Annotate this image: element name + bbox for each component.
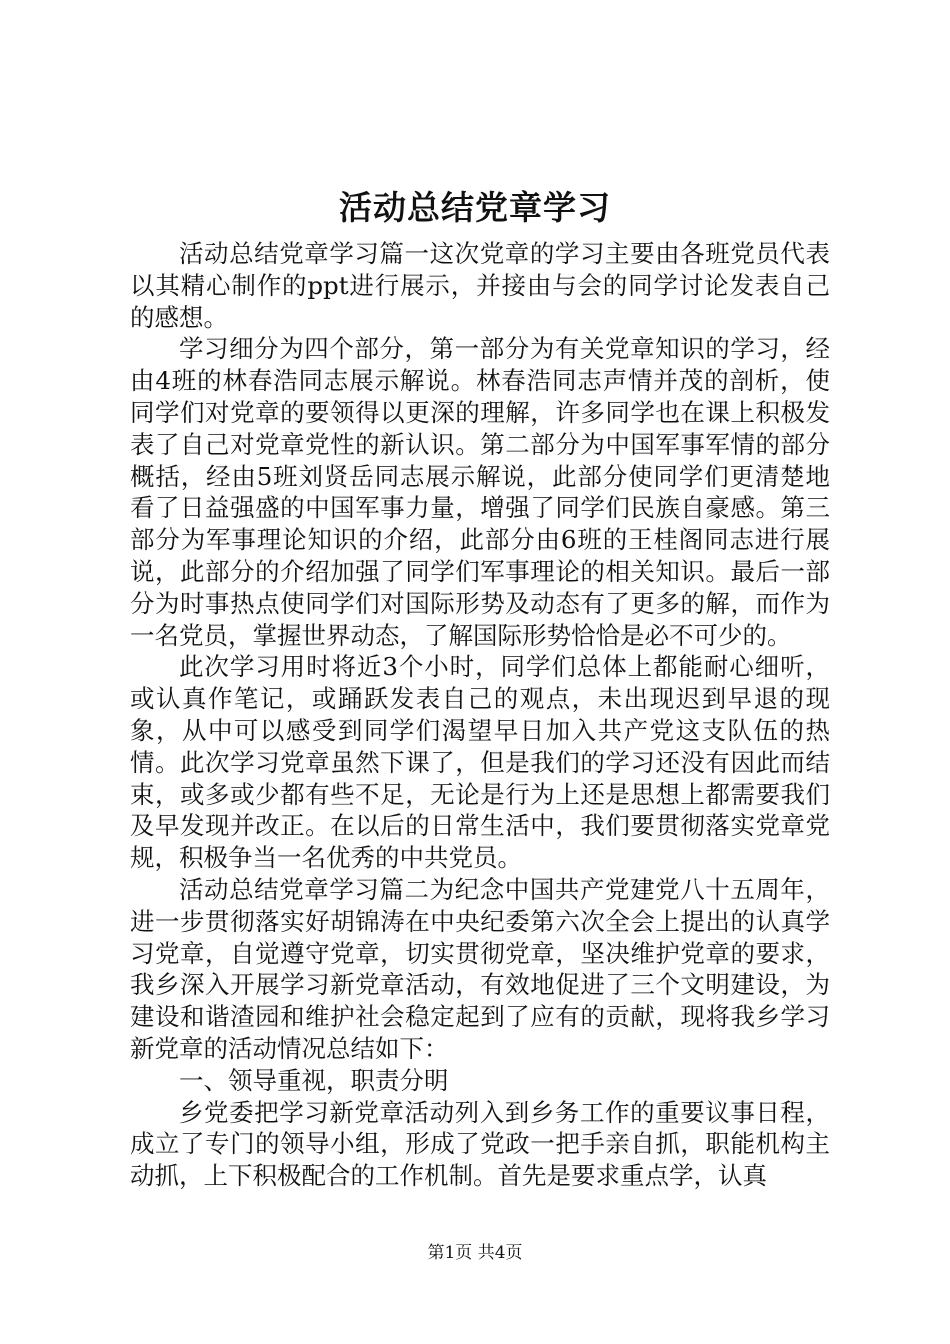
paragraph: 活动总结党章学习篇二为纪念中国共产党建党八十五周年，进一步贯彻落实好胡锦涛在中央纪委第六次全会上提出的认真学习党章，自觉遵守党章，切实贯彻党章，坚决维护党章的要求，我乡深入开展学习新党章活动，有效地促进了三个文明建设，为建设和谐渣园和维护社会稳定起到了应有的贡献，现将我乡学习新党章的活动情况总结如下： <box>130 874 830 1063</box>
paragraph: 此次学习用时将近3个小时，同学们总体上都能耐心细听，或认真作笔记，或踊跃发表自己的观点，未出现迟到早退的现象，从中可以感受到同学们渴望早日加入共产党这支队伍的热情。此次学习党章虽然下课了，但是我们的学习还没有因此而结束，或多或少都有些不足，无论是行为上还是思想上都需要我们及早发现并改正。在以后的日常生活中，我们要贯彻落实党章党规，积极争当一名优秀的中共党员。 <box>130 652 830 873</box>
document-body <box>130 238 830 1192</box>
paragraph: 活动总结党章学习篇一这次党章的学习主要由各班党员代表以其精心制作的ppt进行展示，并接由与会的同学讨论发表自己的感想。 <box>130 239 830 332</box>
section-heading: 一、领导重视，职责分明 <box>179 1065 449 1095</box>
paragraph: 乡党委把学习新党章活动列入到乡务工作的重要议事日程，成立了专门的领导小组，形成了党政一把手亲自抓，职能机构主动抓，上下积极配合的工作机制。首先是要求重点学，认真 <box>130 1097 830 1191</box>
paragraph: 学习细分为四个部分，第一部分为有关党章知识的学习，经由4班的林春浩同志展示解说。林春浩同志声情并茂的剖析，使同学们对党章的要领得以更深的理解，许多同学也在课上积极发表了自己对党章党性的新认识。第二部分为中国军事军情的部分概括，经由5班刘贤岳同志展示解说，此部分使同学们更清楚地看了日益强盛的中国军事力量，增强了同学们民族自豪感。第三部分为军事理论知识的介绍，此部分由6班的王桂阁同志进行展说，此部分的介绍加强了同学们军事理论的相关知识。最后一部分为时事热点使同学们对国际形势及动态有了更多的解，而作为一名党员，掌握世界动态，了解国际形势恰恰是必不可少的。 <box>130 334 830 650</box>
page-footer: 第1页 共4页 <box>427 1243 523 1263</box>
document-title: 活动总结党章学习 <box>339 188 611 227</box>
